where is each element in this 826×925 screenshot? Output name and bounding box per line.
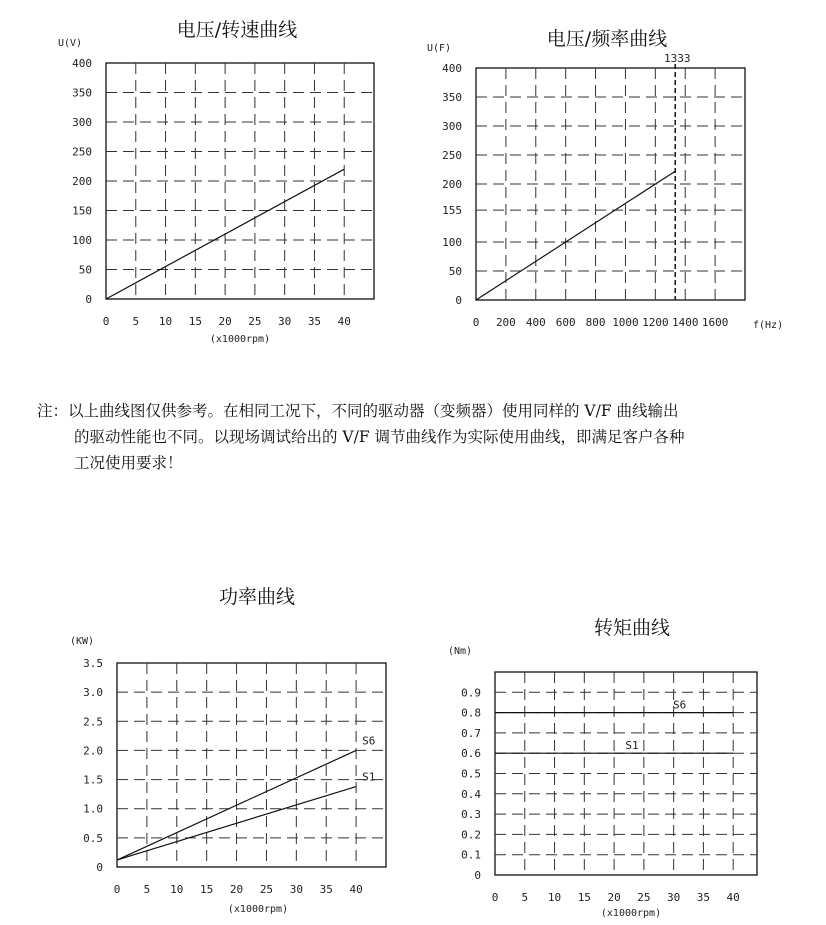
x-tick-label: 20 [218,315,232,328]
torque-chart [413,570,826,925]
x-tick-label: 1400 [671,316,699,329]
series-line-s1 [117,787,356,860]
y-axis-unit: U(F) [426,43,452,54]
x-tick-label: 25 [259,883,274,896]
plot-frame [117,663,386,867]
note-text [37,398,797,476]
series-label-s1: S1 [625,739,639,753]
y-tick-label: 0.8 [461,706,481,720]
x-tick-label: 1600 [701,316,729,329]
chart-title: 电压/频率曲线 [546,28,668,50]
note-line-1: 注：以上曲线图仅供参考。在相同工况下，不同的驱动器（变频器）使用同样的 V/F 曲线输出 [37,402,679,420]
x-tick-label: 5 [132,315,140,328]
chart-title: 功率曲线 [218,586,296,608]
x-tick-label: 600 [555,316,576,329]
x-tick-label: 15 [200,883,214,896]
y-tick-label: 400 [442,62,462,75]
note-line-2: 的驱动性能也不同。以现场调试给出的 V/F 调节曲线作为实际使用曲线，即满足客户各种 [74,428,685,446]
y-tick-label: 0 [85,293,92,306]
x-tick-label: 1000 [612,316,639,329]
x-tick-label: 35 [696,891,711,904]
y-axis-unit: U(V) [57,38,83,49]
y-tick-label: 0.5 [461,767,481,781]
y-tick-label: 150 [72,204,92,218]
y-tick-label: 2.0 [83,744,103,758]
series-label-s6: S6 [362,734,376,748]
marker-label: 1333 [663,52,691,65]
y-tick-label: 0.1 [461,848,481,862]
x-tick-label: 10 [547,891,562,904]
x-tick-label: 10 [170,883,184,896]
y-tick-label: 155 [442,204,462,218]
note-line-3: 工况使用要求！ [74,454,183,472]
y-tick-label: 250 [442,149,462,162]
y-tick-label: 1.5 [83,773,103,787]
y-tick-label: 50 [448,265,462,278]
x-tick-label: 40 [349,883,363,896]
chart-title: 转矩曲线 [593,617,671,639]
y-tick-label: 0.2 [461,828,481,842]
x-tick-label: 25 [248,315,262,328]
y-tick-label: 100 [442,236,462,249]
x-tick-label: 1200 [642,316,669,329]
x-tick-label: 40 [337,315,351,328]
y-tick-label: 0.3 [461,808,481,822]
x-tick-label: 35 [307,315,322,328]
x-tick-label: 5 [143,883,151,896]
y-axis-unit: (Nm) [447,646,473,657]
y-tick-label: 0.4 [461,787,481,801]
chart-title: 电压/转速曲线 [176,19,298,41]
y-tick-label: 50 [78,263,92,277]
y-tick-label: 0.7 [461,726,481,740]
x-tick-label: 800 [585,316,606,329]
y-tick-label: 300 [72,116,92,129]
x-tick-label: 30 [278,315,292,328]
x-tick-label: 25 [637,891,651,904]
x-tick-label: 0 [472,316,480,329]
x-tick-label: 15 [577,891,591,904]
y-tick-label: 2.5 [83,715,103,729]
y-tick-label: 0.9 [461,686,481,700]
y-tick-label: 400 [72,57,92,70]
series-label-s1: S1 [362,770,376,784]
y-tick-label: 3.0 [83,686,103,700]
x-tick-label: 35 [319,883,333,896]
x-tick-label: 10 [158,315,173,328]
x-tick-label: 20 [229,883,244,896]
x-tick-label: 0 [491,891,499,904]
x-tick-label: 5 [521,891,529,904]
x-tick-label: 40 [726,891,740,904]
x-tick-label: 30 [289,883,303,896]
series-label-s6: S6 [672,698,687,712]
x-tick-label: 15 [188,315,202,328]
y-tick-label: 1.0 [83,802,103,816]
voltage-frequency-chart [413,0,826,360]
x-tick-label: 400 [525,316,546,329]
voltage-speed-chart [0,0,413,360]
x-tick-label: 200 [495,316,516,329]
y-tick-label: 250 [72,145,92,159]
y-tick-label: 300 [442,120,462,133]
x-axis-unit: f(Hz) [753,320,784,331]
y-axis-unit: (KW) [69,636,95,647]
y-tick-label: 0 [474,869,481,882]
y-tick-label: 350 [442,91,462,104]
x-axis-unit: (x1000rpm) [227,904,289,915]
x-tick-label: 20 [607,891,621,904]
x-tick-label: 0 [113,883,121,896]
x-tick-label: 30 [667,891,681,904]
y-tick-label: 100 [72,234,92,247]
y-tick-label: 0.5 [83,831,103,845]
y-tick-label: 200 [442,178,462,191]
y-tick-label: 200 [72,175,92,188]
power-chart [0,570,413,925]
y-tick-label: 0 [96,861,103,874]
x-axis-unit: (x1000rpm) [209,334,271,345]
y-tick-label: 350 [72,86,92,100]
y-tick-label: 0 [455,294,462,307]
x-axis-unit: (x1000rpm) [600,908,662,919]
x-tick-label: 0 [102,315,110,328]
y-tick-label: 0.6 [461,747,481,761]
y-tick-label: 3.5 [83,657,103,670]
